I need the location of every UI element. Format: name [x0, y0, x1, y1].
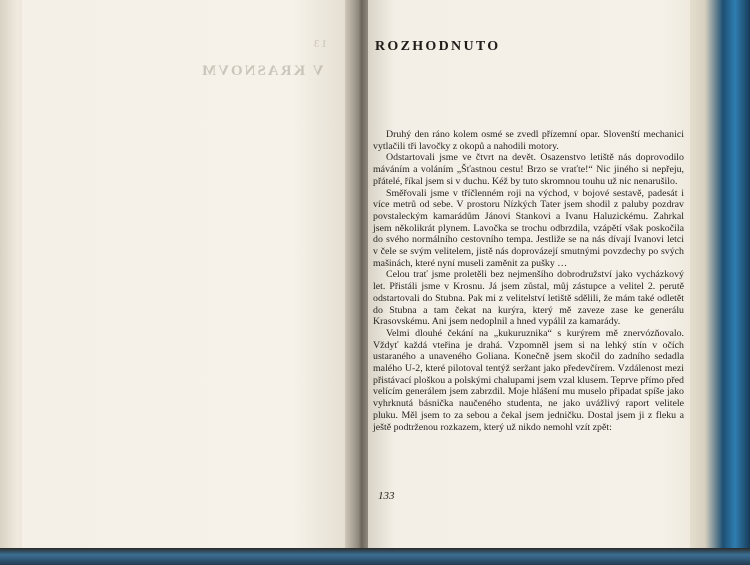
paragraph: Velmi dlouhé čekání na „kukuruznika“ s kurýrem mě znervózňovalo. Vždyť každá vteřina je drahá. Vzpomněl jsem si na lehký stín v očích ustaraného a unaveného Goliana. Konečně jsem skočil do zadního sedadla malého U-2, které pilotoval tentýž seržant jako předevčírem. Vzdálenost mezi přistávací ploškou a polskými chalupami jsem vzal klusem. Teprve přímo před velícím generálem jsem zabrzdil. Moje hlášení mu muselo připadat spíše jako vyhrknutá básnička naučeného studenta, ne jako uvážlivý raport velitele pluku. Měl jsem to za sebou a čekal jsem jedničku. Dostal jsem ji z fleku a ještě podtrženou rozkazem, který už nikdo nemohl vzít zpět:	[373, 327, 684, 433]
book-cover-edge	[690, 0, 750, 565]
body-text	[373, 129, 684, 433]
paragraph: Druhý den ráno kolem osmé se zvedl přízemní opar. Slovenští mechanici vytlačili tři lavočky z okopů a nahodili motory.	[373, 129, 684, 152]
paragraph: Směřovali jsme v tříčlenném roji na východ, v bojové sestavě, padesát i více metrů od sebe. V prostoru Nízkých Tater jsem shodil z paluby pozdrav povstaleckým kamarádům Jánovi Stankovi a Ivanu Haluzickému. Zahrkal jsem několikrát plynem. Lavočka se trochu odbrzdila, vzápětí však poskočila do svého normálního cestovního tempa. Jestliže se na nás dívají Ivanovi letci v čele se svým velitelem, jistě nás doprovázejí smutnými povzdechy po svých mašinách, které nyní museli zaměnit za pušky …	[373, 187, 684, 269]
bleed-through-page-number: 13	[312, 38, 327, 50]
left-page	[22, 0, 360, 548]
page-number: 133	[378, 490, 395, 502]
paragraph: Celou trať jsme proletěli bez nejmenšího dobrodružství jako vycházkový let. Přistáli jsme v Krosnu. Já jsem zůstal, můj zástupce a velitel 2. perutě odstartovali do Stubna. Pak mi z velitelství letiště sdělili, že mám také odletět do Stubna a tam čekat na kurýra, který mě zaveze zase ke generálu Krasovskému. Ani jsem nedoplnil a hned vypálil za kamarády.	[373, 269, 684, 328]
paragraph: Odstartovali jsme ve čtvrt na devět. Osazenstvo letiště nás doprovodilo máváním a voláním „Šťastnou cestu! Brzo se vraťte!“ Nic jiného si nepřeju, přátelé, říkal jsem si v duchu. Kéž by tuto skromnou touhu už nic nenarušilo.	[373, 152, 684, 187]
chapter-title: ROZHODNUTO	[375, 39, 501, 54]
book-cover-bottom	[0, 548, 750, 565]
bleed-through-heading: V KRASNOVM	[200, 63, 324, 79]
